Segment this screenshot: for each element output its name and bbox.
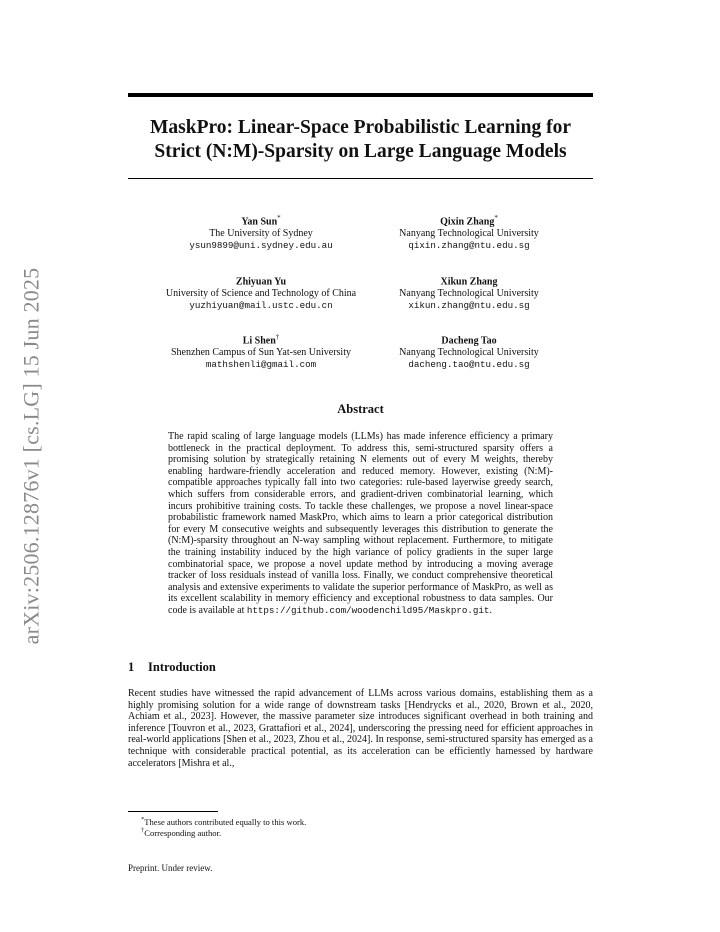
title-line-1: MaskPro: Linear-Space Probabilistic Learning for [149,117,572,138]
author-affiliation: Nanyang Technological University [399,228,539,240]
author-name: Dacheng Tao [441,335,497,347]
author-name: Li Shen [242,335,276,347]
section-number: 1 [128,660,135,674]
abstract-end: . [489,604,492,616]
author-name: Xikun Zhang [440,276,498,288]
arxiv-sidebar-stamp [18,262,44,650]
author-mark: * [494,214,498,222]
author-block-4 [349,272,589,312]
footnote-mark: * [141,816,145,823]
arxiv-identifier: arXiv:2506.12876v1 [cs.LG] 15 Jun 2025 [18,267,44,645]
footnote-mark: † [141,827,145,834]
footnote-corresponding-author [141,826,221,838]
footnote-text: Corresponding author. [144,827,222,838]
author-email[interactable]: qixin.zhang@ntu.edu.sg [408,240,530,252]
footnote-text: These authors contributed equally to this work. [144,816,307,827]
author-affiliation: University of Science and Technology of China [165,288,357,300]
section-heading-introduction [128,660,216,675]
footnote-rule [128,811,218,812]
author-affiliation: Nanyang Technological University [399,347,539,359]
author-block-6 [349,331,589,371]
author-block-2 [349,212,589,252]
abstract-body [168,431,553,617]
author-affiliation: Nanyang Technological University [399,288,539,300]
introduction-paragraph: Recent studies have witnessed the rapid advancement of LLMs across various domains, establishing them as a highly promising solution for a wide range of downstream tasks [Hendrycks et al., 2020, Brown et al., 2020, Achiam et al., 2023]. However, the massive parameter size introduces significant overhead in both training and inference [Touvron et al., 2023, Grattafiori et al., 2024], underscoring the pressing need for efficient approaches in real-world applications [Shen et al., 2023, Zhou et al., 2024]. In response, semi-structured sparsity has emerged as a technique with considerable practical potential, as its acceleration can be efficiently harnessed by hardware accelerators [Mishra et al., [128,688,593,769]
author-email[interactable]: ysun9899@uni.sydney.edu.au [189,240,333,252]
author-name: Zhiyuan Yu [235,276,287,288]
author-email[interactable]: mathshenli@gmail.com [205,359,317,371]
author-email[interactable]: xikun.zhang@ntu.edu.sg [408,300,530,312]
paper-title [128,116,593,164]
abstract-text: The rapid scaling of large language models (LLMs) has made inference efficiency a primary bottleneck in the practical deployment. To address this, semi-structured sparsity offers a promising solution by strategically retaining N elements out of every M weights, thereby enabling hardware-friendly acceleration and reduced memory. However, existing (N:M)-compatible approaches typically fall into two categories: rule-based layerwise greedy search, which suffers from considerable errors, and gradient-driven combinatorial learning, which incurs prohibitive training costs. To tackle these challenges, we propose a novel linear-space probabilistic framework named MaskPro, which aims to learn a prior categorical distribution for every M consecutive weights and subsequently leverages this distribution to generate the (N:M)-sparsity throughout an N-way sampling without replacement. Furthermore, to mitigate the training instability induced by the high variance of policy gradients in the super large combinatorial space, we propose a novel update method by introducing a moving average tracker of loss residuals instead of vanilla loss. Finally, we conduct comprehensive theoretical analysis and extensive experiments to validate the superior performance of MaskPro, as well as its excellent scalability in memory efficiency and exceptional robustness to data samples. Our code is available at [168,431,553,616]
author-mark: † [275,333,280,341]
author-affiliation: The University of Sydney [209,228,313,240]
author-email[interactable]: yuzhiyuan@mail.ustc.edu.cn [189,300,333,312]
title-bottom-rule [128,178,593,179]
author-block-1 [141,212,381,252]
code-repository-link[interactable]: https://github.com/woodenchild95/Maskpro.git [246,604,490,616]
author-affiliation: Shenzhen Campus of Sun Yat-sen University [171,347,351,359]
author-name: Qixin Zhang [440,216,495,228]
author-mark: * [277,214,281,222]
preprint-notice: Preprint. Under review. [128,863,213,873]
author-block-3 [141,272,381,312]
abstract-heading: Abstract [337,402,384,416]
author-email[interactable]: dacheng.tao@ntu.edu.sg [408,359,530,371]
author-name: Yan Sun [241,216,278,228]
title-top-rule [128,93,593,97]
section-title: Introduction [148,660,216,674]
title-line-2: Strict (N:M)-Sparsity on Large Language Models [154,141,567,162]
author-block-5 [141,331,381,371]
